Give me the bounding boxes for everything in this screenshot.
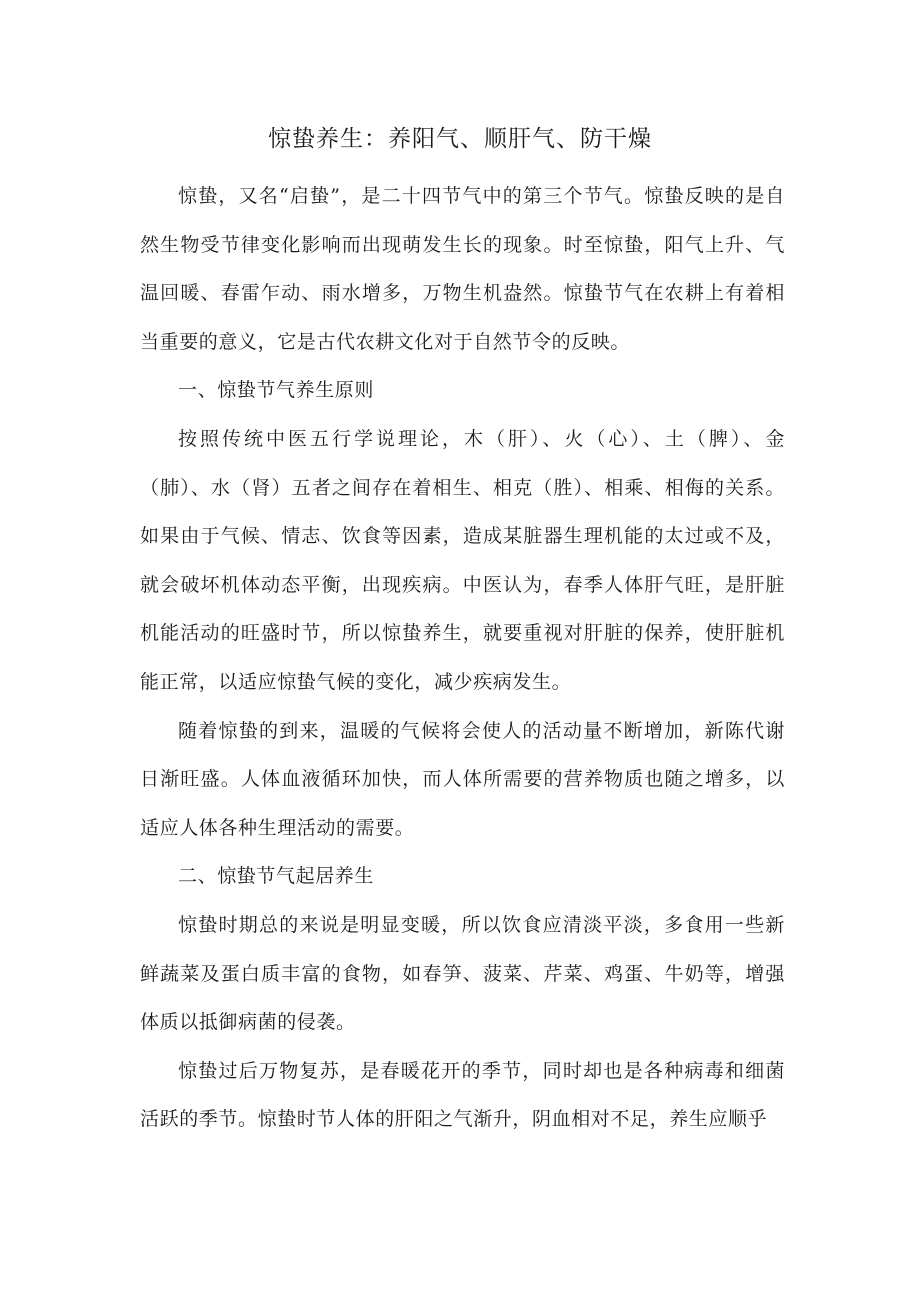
paragraph-metabolism: 随着惊蛰的到来，温暖的气候将会使人的活动量不断增加，新陈代谢日渐旺盛。人体血液循环加快，而人体所需要的营养物质也随之增多，以适应人体各种生理活动的需要。: [140, 719, 785, 839]
document-body: [140, 172, 785, 1144]
document-title: 惊蛰养生：养阳气、顺肝气、防干燥: [268, 126, 652, 152]
paragraph-season: 惊蛰过后万物复苏，是春暖花开的季节，同时却也是各种病毒和细菌活跃的季节。惊蛰时节人体的肝阳之气渐升，阴血相对不足，养生应顺乎: [140, 1059, 785, 1131]
section-heading-2: 二、惊蛰节气起居养生: [178, 865, 375, 888]
section-heading-1: 一、惊蛰节气养生原则: [178, 379, 375, 402]
paragraph-principle: 按照传统中医五行学说理论，木（肝）、火（心）、土（脾）、金（肺）、水（肾）五者之间存在着相生、相克（胜）、相乘、相侮的关系。如果由于气候、情志、饮食等因素，造成某脏器生理机能的太过或不及，就会破坏机体动态平衡，出现疾病。中医认为，春季人体肝气旺，是肝脏机能活动的旺盛时节，所以惊蛰养生，就要重视对肝脏的保养，使肝脏机能正常，以适应惊蛰气候的变化，减少疾病发生。: [140, 427, 785, 693]
paragraph-intro: 惊蛰，又名“启蛰”，是二十四节气中的第三个节气。惊蛰反映的是自然生物受节律变化影响而出现萌发生长的现象。时至惊蛰，阳气上升、气温回暖、春雷乍动、雨水增多，万物生机盎然。惊蛰节气在农耕上有着相当重要的意义，它是古代农耕文化对于自然节令的反映。: [140, 185, 785, 353]
paragraph-diet: 惊蛰时期总的来说是明显变暖，所以饮食应清淡平淡，多食用一些新鲜蔬菜及蛋白质丰富的食物，如春笋、菠菜、芹菜、鸡蛋、牛奶等，增强体质以抵御病菌的侵袭。: [140, 913, 785, 1034]
